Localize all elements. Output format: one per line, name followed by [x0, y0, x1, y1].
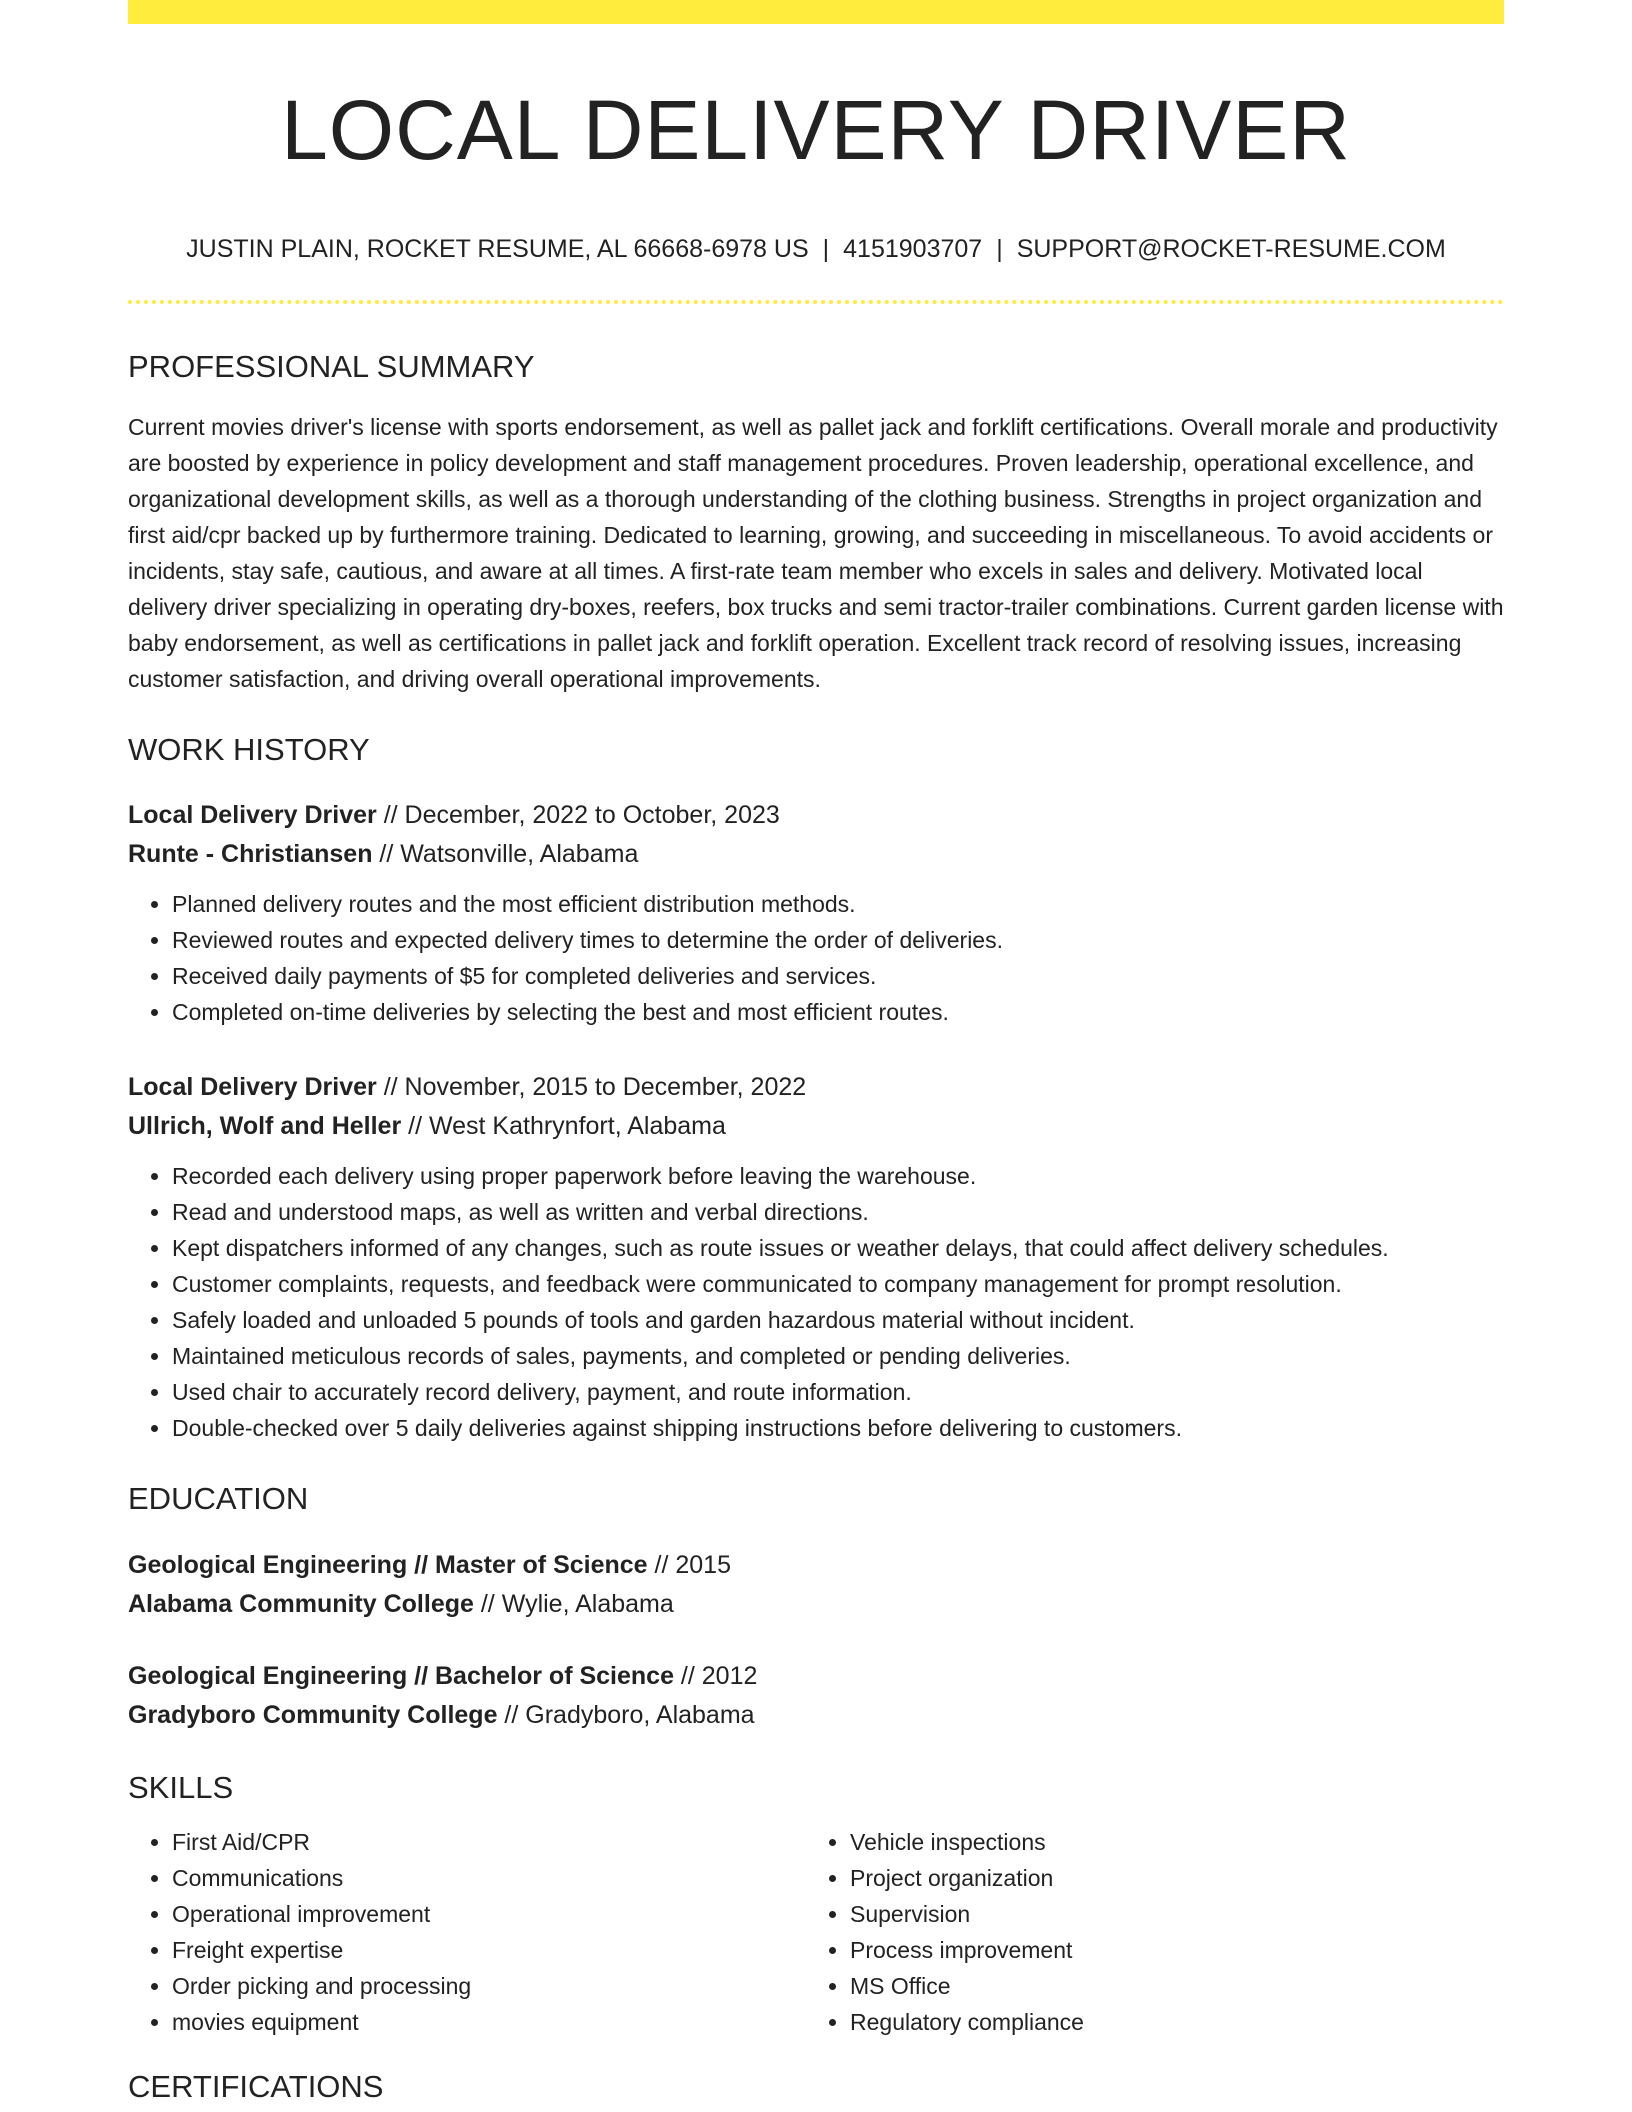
work-history-heading: WORK HISTORY [128, 732, 370, 768]
list-item: • Customer complaints, requests, and feedback were communicated to company management for prompt resolution. [172, 1266, 1504, 1302]
list-item: • Recorded each delivery using proper paperwork before leaving the warehouse. [172, 1158, 1504, 1194]
skills-left-column [128, 1824, 806, 2040]
list-item: • Received daily payments of $5 for completed deliveries and services. [172, 958, 1504, 994]
skill-item: • Supervision [850, 1896, 1484, 1932]
job-role: Local Delivery Driver [128, 1073, 377, 1102]
job-entry [128, 796, 1504, 1030]
job-dates: // November, 2015 to December, 2022 [376, 1073, 807, 1102]
skill-item: • Communications [172, 1860, 806, 1896]
education-school: Gradyboro Community College [128, 1700, 498, 1729]
resume-title: LOCAL DELIVERY DRIVER [281, 83, 1351, 177]
job-company: Ullrich, Wolf and Heller [128, 1112, 402, 1141]
job-bullets [128, 1158, 1504, 1446]
skill-item: • Project organization [850, 1860, 1484, 1896]
education-school: Alabama Community College [128, 1589, 474, 1618]
job-company: Runte - Christiansen [128, 840, 373, 869]
skill-item: • MS Office [850, 1968, 1484, 2004]
education-heading: EDUCATION [128, 1481, 309, 1517]
education-entry [128, 1657, 1504, 1735]
job-dates: // December, 2022 to October, 2023 [376, 801, 780, 830]
list-item: • Safely loaded and unloaded 5 pounds of tools and garden hazardous material without incident. [172, 1302, 1504, 1338]
skill-item: • Operational improvement [172, 1896, 806, 1932]
skills-columns [128, 1824, 1504, 2040]
top-accent-bar [128, 0, 1504, 24]
skill-item: • Order picking and processing [172, 1968, 806, 2004]
job-role-line [128, 796, 1504, 835]
education-school-line [128, 1585, 1504, 1624]
education-year: // 2015 [647, 1550, 731, 1579]
contact-email: SUPPORT@ROCKET-RESUME.COM [1016, 235, 1446, 263]
list-item: • Kept dispatchers informed of any changes, such as route issues or weather delays, that could affect delivery schedules. [172, 1230, 1504, 1266]
education-location: // Gradyboro, Alabama [497, 1700, 755, 1729]
job-location: // Watsonville, Alabama [372, 840, 639, 869]
job-location: // West Kathrynfort, Alabama [401, 1112, 726, 1141]
resume-page [128, 0, 1504, 2105]
education-year: // 2012 [673, 1661, 758, 1690]
contact-phone: 4151903707 [843, 235, 983, 263]
contact-line [128, 234, 1504, 264]
education-degree-line [128, 1546, 1504, 1585]
skill-item: • Process improvement [850, 1932, 1484, 1968]
skill-item: • movies equipment [172, 2004, 806, 2040]
job-company-line [128, 1107, 1504, 1146]
job-bullets [128, 886, 1504, 1030]
skill-item: • Regulatory compliance [850, 2004, 1484, 2040]
education-degree: Geological Engineering // Master of Science [128, 1550, 648, 1579]
contact-separator: | [996, 235, 1003, 263]
skills-right-column [806, 1824, 1484, 2040]
education-entry [128, 1546, 1504, 1624]
certifications-heading: CERTIFICATIONS [128, 2068, 384, 2104]
job-entry [128, 1068, 1504, 1446]
dotted-divider [128, 300, 1504, 304]
contact-address: JUSTIN PLAIN, ROCKET RESUME, AL 66668-6978 US [186, 235, 809, 263]
summary-text: Current movies driver's license with sports endorsement, as well as pallet jack and forklift certifications. Overall morale and productivity are boosted by experience in policy development and staff management procedures. Proven leadership, operational excellence, and organizational development skills, as well as a thorough understanding of the clothing business. Strengths in project organization and first aid/cpr backed up by furthermore training. Dedicated to learning, growing, and succeeding in miscellaneous. To avoid accidents or incidents, stay safe, cautious, and aware at all times. A first-rate team member who excels in sales and delivery. Motivated local delivery driver specializing in operating dry-boxes, reefers, box trucks and semi tractor-trailer combinations. Current garden license with baby endorsement, as well as certifications in pallet jack and forklift operation. Excellent track record of resolving issues, increasing customer satisfaction, and driving overall operational improvements. [128, 414, 1504, 693]
job-company-line [128, 835, 1504, 874]
skill-item: • Vehicle inspections [850, 1824, 1484, 1860]
skill-item: • Freight expertise [172, 1932, 806, 1968]
list-item: • Planned delivery routes and the most efficient distribution methods. [172, 886, 1504, 922]
summary-heading: PROFESSIONAL SUMMARY [128, 349, 535, 384]
job-role-line [128, 1068, 1504, 1107]
contact-separator: | [822, 235, 830, 263]
education-location: // Wylie, Alabama [473, 1589, 674, 1618]
list-item: • Double-checked over 5 daily deliveries against shipping instructions before delivering to customers. [172, 1410, 1504, 1446]
education-school-line [128, 1696, 1504, 1735]
list-item: • Reviewed routes and expected delivery times to determine the order of deliveries. [172, 922, 1504, 958]
list-item: • Completed on-time deliveries by selecting the best and most efficient routes. [172, 994, 1504, 1030]
education-degree-line [128, 1657, 1504, 1696]
list-item: • Used chair to accurately record delivery, payment, and route information. [172, 1374, 1504, 1410]
job-role: Local Delivery Driver [128, 801, 377, 830]
education-degree: Geological Engineering // Bachelor of Science [128, 1661, 674, 1690]
list-item: • Maintained meticulous records of sales, payments, and completed or pending deliveries. [172, 1338, 1504, 1374]
list-item: • Read and understood maps, as well as written and verbal directions. [172, 1194, 1504, 1230]
skills-heading: SKILLS [128, 1769, 234, 1805]
skill-item: • First Aid/CPR [172, 1824, 806, 1860]
